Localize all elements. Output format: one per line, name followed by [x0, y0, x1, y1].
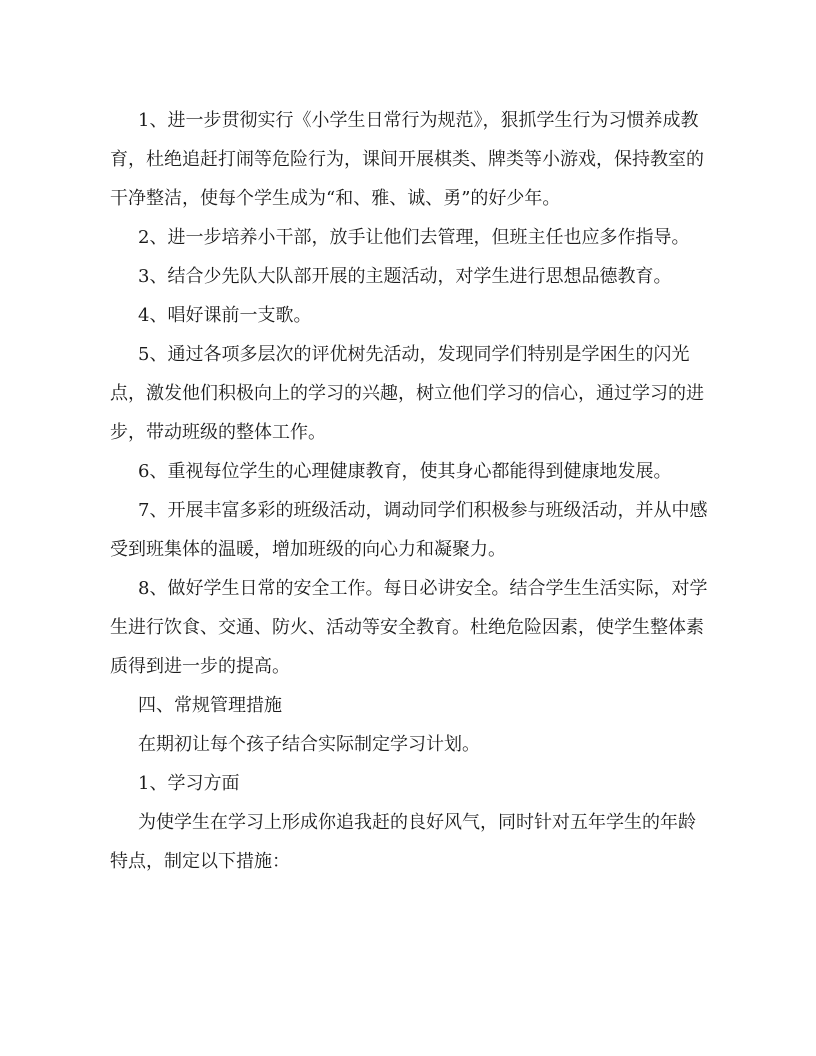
paragraph-7: 7、开展丰富多彩的班级活动，调动同学们积极参与班级活动，并从中感受到班集体的温暖，增加班级的向心力和凝聚力。	[110, 500, 708, 560]
paragraph-4: 4、唱好课前一支歌。	[138, 305, 312, 326]
paragraph-intro: 在期初让每个孩子结合实际制定学习计划。	[138, 734, 480, 755]
paragraph-8: 8、做好学生日常的安全工作。每日必讲安全。结合学生生活实际，对学生进行饮食、交通、防火、活动等安全教育。杜绝危险因素，使学生整体素质得到进一步的提高。	[110, 578, 708, 677]
paragraph-5: 5、通过各项多层次的评优树先活动，发现同学们特别是学困生的闪光点，激发他们积极向上的学习的兴趣，树立他们学习的信心，通过学习的进步，带动班级的整体工作。	[110, 344, 704, 443]
paragraph-2: 2、进一步培养小干部，放手让他们去管理，但班主任也应多作指导。	[138, 227, 690, 248]
paragraph-6: 6、重视每位学生的心理健康教育，使其身心都能得到健康地发展。	[138, 461, 672, 482]
paragraph-3: 3、结合少先队大队部开展的主题活动，对学生进行思想品德教育。	[138, 266, 672, 287]
section-heading: 四、常规管理措施	[138, 695, 282, 716]
document-body	[110, 101, 710, 881]
subsection-heading: 1、学习方面	[138, 773, 240, 794]
paragraph-final: 为使学生在学习上形成你追我赶的良好风气，同时针对五年学生的年龄特点，制定以下措施：	[110, 812, 696, 872]
paragraph-1: 1、进一步贯彻实行《小学生日常行为规范》，狠抓学生行为习惯养成教育，杜绝追赶打闹等危险行为，课间开展棋类、牌类等小游戏，保持教室的干净整洁，使每个学生成为“和、雅、诚、勇”的好少年。	[110, 110, 704, 209]
